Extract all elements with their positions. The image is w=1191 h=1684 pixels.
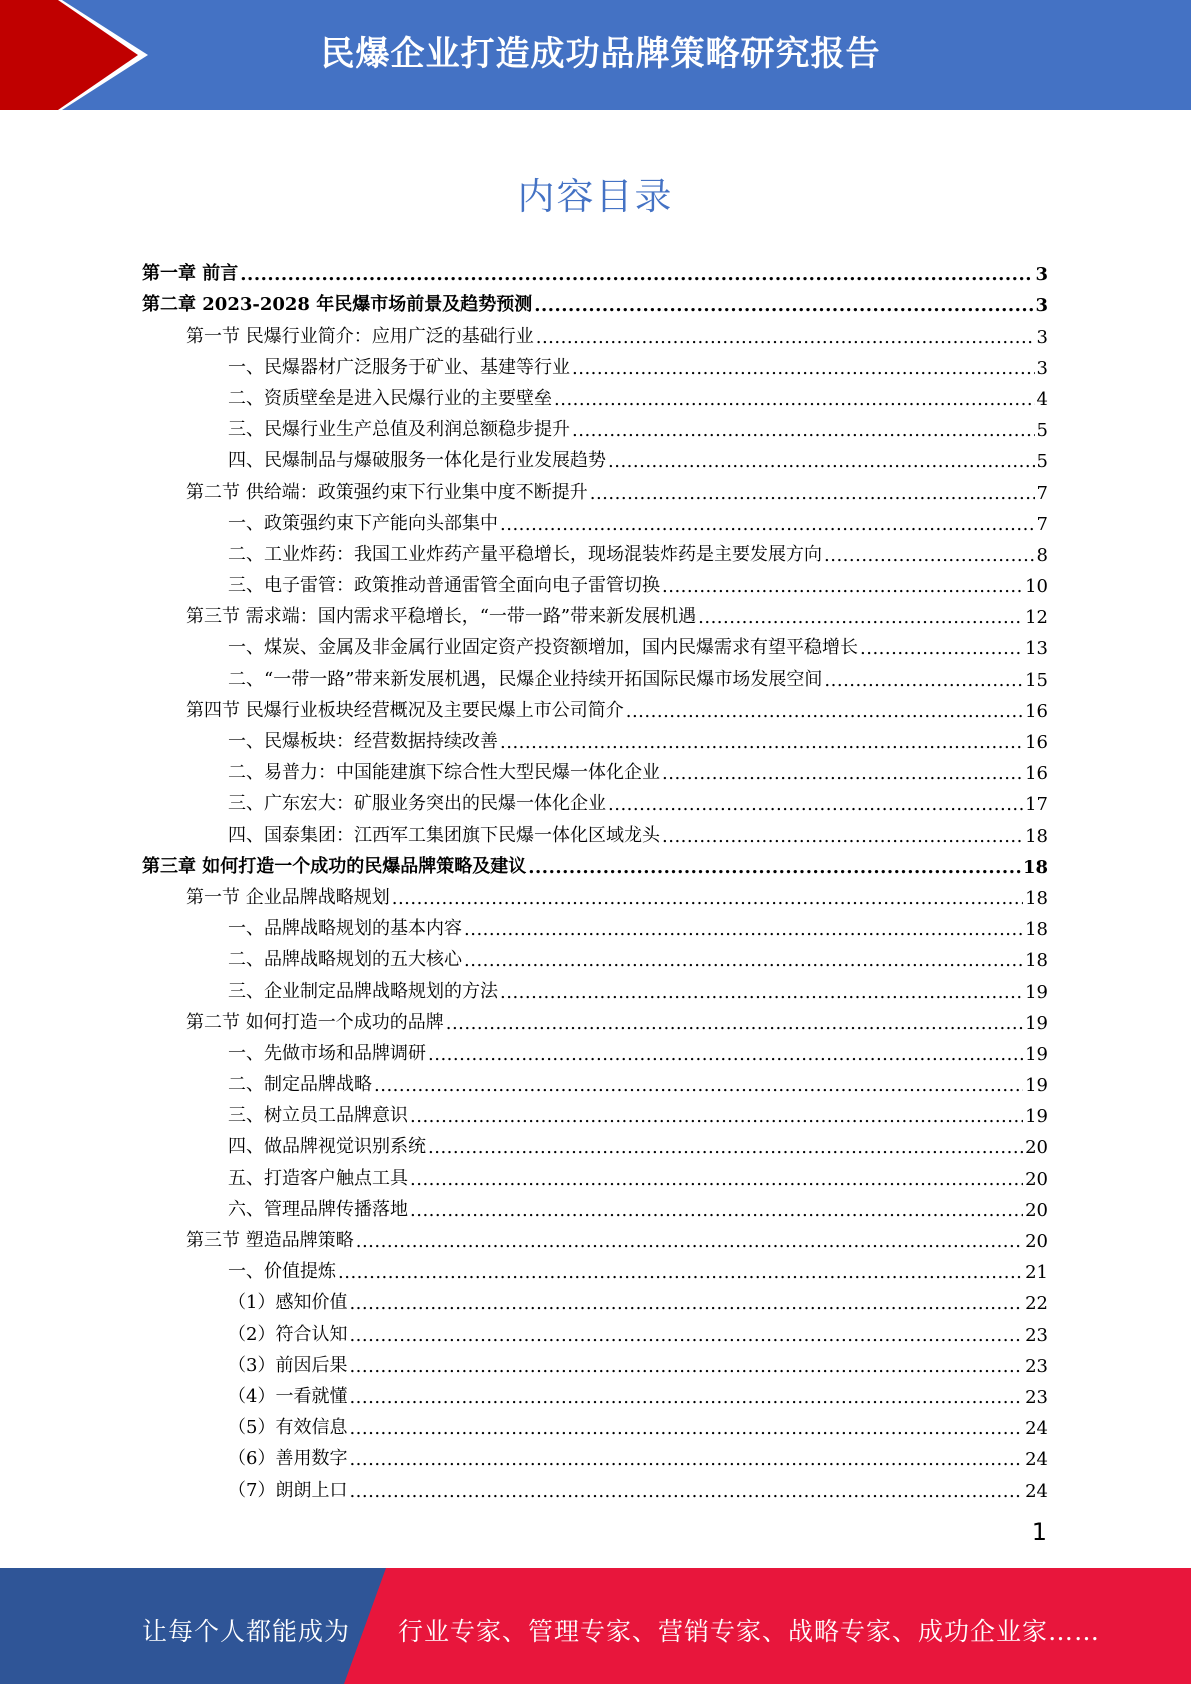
toc-dot-leader [662, 825, 1023, 847]
toc-entry-page: 20 [1025, 1199, 1048, 1221]
toc-entry-label: 一、品牌战略规划的基本内容 [228, 918, 462, 940]
toc-entry[interactable] [142, 1096, 1048, 1127]
toc-dot-leader [240, 263, 1033, 285]
toc-entry-label: 二、“一带一路”带来新发展机遇，民爆企业持续开拓国际民爆市场发展空间 [228, 668, 823, 690]
toc-entry-page: 20 [1025, 1231, 1048, 1252]
toc-dot-leader [410, 1105, 1023, 1127]
toc-dot-leader [554, 388, 1035, 410]
toc-entry[interactable] [142, 847, 1048, 878]
toc-entry-label: 四、国泰集团：江西军工集团旗下民爆一体化区域龙头 [228, 824, 660, 846]
toc-dot-leader [464, 918, 1023, 940]
toc-entry[interactable] [142, 597, 1048, 628]
toc-entry-label: 一、政策强约束下产能向头部集中 [228, 512, 498, 534]
toc-entry-label: 四、民爆制品与爆破服务一体化是行业发展趋势 [228, 450, 606, 472]
toc-entry-page: 24 [1025, 1418, 1048, 1440]
toc-entry-label: （7）朗朗上口 [228, 1479, 348, 1501]
toc-entry[interactable] [142, 1470, 1048, 1501]
toc-entry[interactable] [142, 379, 1048, 410]
toc-dot-leader [428, 1043, 1023, 1065]
toc-entry-page: 23 [1025, 1386, 1048, 1408]
toc-dot-leader [860, 637, 1023, 659]
toc-dot-leader [500, 513, 1035, 535]
toc-entry[interactable] [142, 1377, 1048, 1408]
toc-dot-leader [349, 1355, 1023, 1377]
toc-dot-leader [572, 357, 1035, 379]
toc-dot-leader [410, 1168, 1023, 1190]
toc-entry-page: 19 [1025, 981, 1048, 1003]
toc-entry[interactable] [142, 1190, 1048, 1221]
toc-entry[interactable] [142, 1314, 1048, 1345]
toc-entry-label: 第三节 塑造品牌策略 [186, 1230, 354, 1251]
toc-entry-page: 4 [1036, 388, 1048, 410]
toc-entry-page: 21 [1025, 1262, 1048, 1284]
toc-entry-page: 8 [1036, 544, 1048, 566]
toc-entry-label: 一、煤炭、金属及非金属行业固定资产投资额增加，国内民爆需求有望平稳增长 [228, 637, 858, 659]
toc-entry-page: 5 [1036, 420, 1048, 442]
toc-dot-leader [824, 544, 1035, 566]
toc-entry-page: 7 [1036, 482, 1048, 504]
toc-entry-label: （6）善用数字 [228, 1448, 348, 1470]
toc-entry[interactable] [142, 1003, 1048, 1034]
toc-entry[interactable] [142, 1252, 1048, 1283]
toc-entry[interactable] [142, 722, 1048, 753]
toc-dot-leader [572, 419, 1035, 441]
toc-entry[interactable] [142, 909, 1048, 940]
toc-dot-leader [410, 1199, 1023, 1221]
toc-dot-leader [464, 949, 1023, 971]
toc-entry[interactable] [142, 348, 1048, 379]
toc-dot-leader [534, 294, 1033, 316]
toc-entry-label: 二、品牌战略规划的五大核心 [228, 949, 462, 971]
toc-dot-leader [356, 1230, 1023, 1252]
toc-entry[interactable] [142, 878, 1048, 909]
report-title: 民爆企业打造成功品牌策略研究报告 [320, 34, 881, 74]
table-of-contents [142, 254, 1048, 1502]
footer-banner [0, 1568, 1191, 1684]
toc-dot-leader [349, 1292, 1023, 1314]
toc-entry-label: 第一节 企业品牌战略规划 [186, 886, 390, 908]
toc-entry[interactable] [142, 472, 1048, 503]
toc-entry-label: （3）前因后果 [228, 1354, 348, 1376]
toc-entry[interactable] [142, 285, 1048, 316]
toc-entry-page: 16 [1025, 763, 1048, 785]
toc-entry[interactable] [142, 1283, 1048, 1314]
toc-dot-leader [662, 762, 1023, 784]
toc-entry-label: 第二节 供给端：政策强约束下行业集中度不断提升 [186, 481, 588, 503]
toc-dot-leader [349, 1448, 1023, 1470]
toc-entry-page: 18 [1025, 825, 1048, 847]
toc-entry-page: 20 [1025, 1168, 1048, 1190]
toc-entry[interactable] [142, 566, 1048, 597]
toc-entry-page: 12 [1025, 607, 1048, 629]
toc-entry[interactable] [142, 441, 1048, 472]
toc-entry-page: 18 [1025, 887, 1048, 909]
toc-entry-label: 三、树立员工品牌意识 [228, 1105, 408, 1127]
toc-dot-leader [698, 606, 1023, 628]
toc-entry-page: 10 [1025, 576, 1048, 598]
toc-entry[interactable] [142, 504, 1048, 535]
toc-heading: 内容目录 [517, 175, 674, 218]
toc-entry-label: 一、价值提炼 [228, 1261, 336, 1283]
toc-dot-leader [428, 1136, 1023, 1158]
toc-entry[interactable] [142, 254, 1048, 285]
toc-dot-leader [824, 669, 1023, 691]
toc-entry-page: 20 [1025, 1137, 1048, 1159]
toc-dot-leader [536, 326, 1035, 348]
toc-entry-label: 一、民爆板块：经营数据持续改善 [228, 731, 498, 752]
toc-entry[interactable] [142, 535, 1048, 566]
toc-entry-label: 第二节 如何打造一个成功的品牌 [186, 1011, 444, 1033]
toc-entry-label: 五、打造客户触点工具 [228, 1167, 408, 1189]
page-number: 1 [1031, 1518, 1047, 1546]
toc-dot-leader [349, 1386, 1023, 1408]
toc-entry-label: 第二章 2023-2028 年民爆市场前景及趋势预测 [142, 294, 533, 316]
toc-entry-label: 三、广东宏大：矿服业务突出的民爆一体化企业 [228, 793, 606, 815]
toc-entry-label: （4）一看就懂 [228, 1385, 348, 1407]
toc-entry-label: 第一章 前言 [142, 263, 239, 285]
toc-entry-page: 22 [1025, 1293, 1048, 1315]
toc-dot-leader [500, 731, 1023, 753]
toc-dot-leader [590, 482, 1035, 504]
toc-entry-page: 24 [1025, 1449, 1048, 1471]
toc-entry-label: 第一节 民爆行业简介：应用广泛的基础行业 [186, 325, 534, 347]
toc-entry[interactable] [142, 659, 1048, 690]
toc-dot-leader [349, 1480, 1023, 1502]
toc-dot-leader [662, 575, 1023, 597]
toc-entry-label: 第三章 如何打造一个成功的民爆品牌策略及建议 [142, 855, 527, 877]
toc-entry[interactable] [142, 784, 1048, 815]
toc-entry[interactable] [142, 1127, 1048, 1158]
toc-entry-page: 18 [1022, 856, 1048, 878]
header-banner [0, 0, 1191, 110]
toc-entry-page: 3 [1035, 264, 1048, 286]
toc-dot-leader [338, 1261, 1023, 1283]
toc-entry-label: 六、管理品牌传播落地 [228, 1198, 408, 1220]
toc-entry-label: 二、资质壁垒是进入民爆行业的主要壁垒 [228, 387, 552, 409]
toc-dot-leader [349, 1417, 1023, 1439]
toc-dot-leader [626, 700, 1023, 722]
footer-slogan-left: 让每个人都能成为 [142, 1617, 351, 1646]
toc-entry-page: 19 [1025, 1106, 1048, 1128]
toc-entry-label: 一、民爆器材广泛服务于矿业、基建等行业 [228, 356, 570, 378]
toc-entry[interactable] [142, 628, 1048, 659]
toc-entry[interactable] [142, 971, 1048, 1002]
toc-entry[interactable] [142, 1034, 1048, 1065]
toc-entry-label: 二、易普力：中国能建旗下综合性大型民爆一体化企业 [228, 762, 660, 784]
toc-entry-label: 三、民爆行业生产总值及利润总额稳步提升 [228, 419, 570, 441]
toc-entry[interactable] [142, 410, 1048, 441]
toc-entry-page: 17 [1025, 794, 1048, 816]
toc-entry-page: 5 [1036, 451, 1048, 473]
toc-dot-leader [608, 793, 1023, 815]
toc-entry[interactable] [142, 1408, 1048, 1439]
toc-entry[interactable] [142, 1065, 1048, 1096]
toc-entry-page: 23 [1025, 1324, 1048, 1346]
toc-entry[interactable] [142, 316, 1048, 347]
toc-entry-label: 第三节 需求端：国内需求平稳增长，“一带一路”带来新发展机遇 [186, 606, 697, 628]
toc-entry-label: （5）有效信息 [228, 1417, 348, 1439]
toc-entry[interactable] [142, 753, 1048, 784]
footer-slogan-right: 行业专家、管理专家、营销专家、战略专家、成功企业家…… [398, 1617, 1101, 1646]
toc-entry-page: 19 [1025, 1043, 1048, 1065]
toc-entry-label: （2）符合认知 [228, 1323, 348, 1345]
toc-dot-leader [349, 1324, 1023, 1346]
toc-entry[interactable] [142, 940, 1048, 971]
toc-entry[interactable] [142, 691, 1048, 722]
toc-entry-page: 23 [1025, 1355, 1048, 1377]
toc-entry-label: 第四节 民爆行业板块经营概况及主要民爆上市公司简介 [186, 699, 624, 721]
toc-entry-page: 7 [1036, 513, 1048, 535]
toc-entry-page: 18 [1025, 919, 1048, 941]
toc-entry[interactable] [142, 1346, 1048, 1377]
toc-entry[interactable] [142, 1221, 1048, 1252]
toc-dot-leader [528, 856, 1021, 878]
toc-dot-leader [608, 450, 1035, 472]
toc-entry-label: 一、先做市场和品牌调研 [228, 1042, 426, 1064]
toc-dot-leader [392, 887, 1023, 909]
toc-entry-label: （1）感知价值 [228, 1292, 348, 1314]
toc-dot-leader [374, 1074, 1023, 1096]
toc-entry-page: 3 [1036, 326, 1048, 348]
toc-entry[interactable] [142, 1439, 1048, 1470]
toc-entry-label: 二、制定品牌战略 [228, 1074, 372, 1096]
toc-dot-leader [500, 981, 1023, 1003]
toc-entry-page: 16 [1025, 732, 1048, 753]
toc-entry-label: 四、做品牌视觉识别系统 [228, 1136, 426, 1158]
toc-entry-page: 18 [1025, 950, 1048, 972]
toc-entry[interactable] [142, 815, 1048, 846]
toc-entry-page: 3 [1036, 357, 1048, 379]
toc-entry-page: 19 [1025, 1012, 1048, 1034]
toc-entry-page: 19 [1025, 1075, 1048, 1097]
toc-entry-page: 16 [1025, 700, 1048, 722]
toc-entry-page: 13 [1025, 638, 1048, 660]
toc-entry-page: 3 [1035, 295, 1048, 317]
toc-entry-page: 24 [1025, 1480, 1048, 1502]
toc-entry-page: 15 [1025, 669, 1048, 691]
toc-entry-label: 三、企业制定品牌战略规划的方法 [228, 980, 498, 1002]
toc-dot-leader [446, 1012, 1023, 1034]
toc-entry-label: 二、工业炸药：我国工业炸药产量平稳增长，现场混装炸药是主要发展方向 [228, 543, 822, 565]
toc-entry-label: 三、电子雷管：政策推动普通雷管全面向电子雷管切换 [228, 575, 660, 597]
toc-entry[interactable] [142, 1158, 1048, 1189]
